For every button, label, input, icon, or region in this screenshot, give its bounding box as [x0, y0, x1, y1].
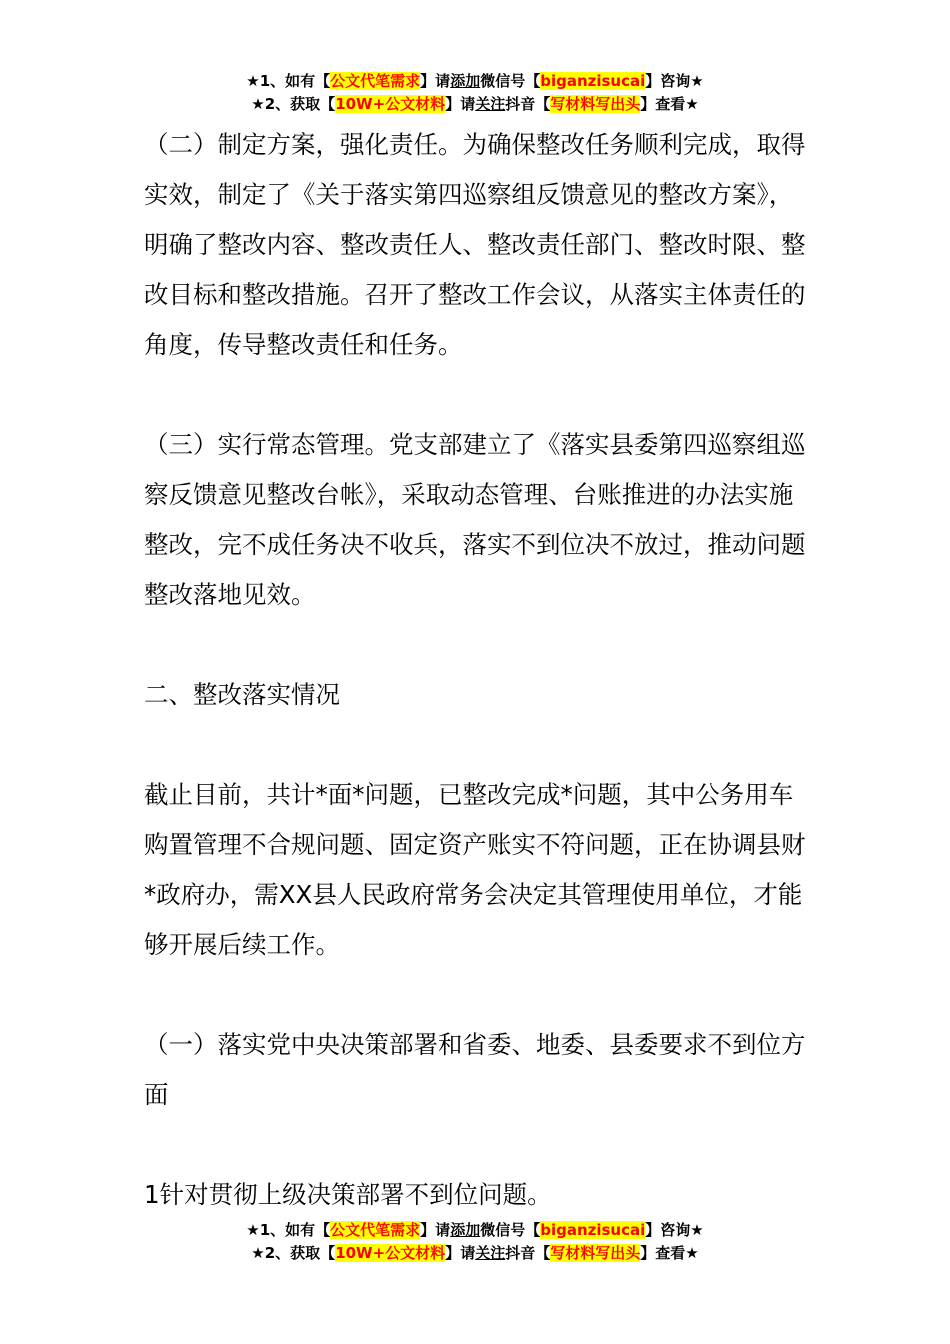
banner-text: ★1、如有【 [246, 72, 331, 90]
paragraph: （三）实行常态管理。党支部建立了《落实县委第四巡察组巡察反馈意见整改台帐》，采取动态管理、台账推进的办法实施整改，完不成任务决不收兵，落实不到位决不放过，推动问题整改落地见效。 [144, 430, 806, 609]
banner-text: 】请 [445, 1244, 476, 1262]
banner-text: ★2、获取【 [251, 1244, 336, 1262]
banner-text: 】请 [420, 1221, 451, 1239]
wechat-id-highlight: biganzisucai [540, 1221, 646, 1239]
banner-text: 微信号【 [480, 1221, 541, 1239]
banner-line-1 [0, 70, 950, 93]
highlight-tag: 公文代笔需求 [330, 72, 421, 90]
banner-text: 】咨询★ [645, 1221, 704, 1239]
underlined-text: 关注 [475, 95, 506, 113]
underlined-text: 添加 [450, 72, 481, 90]
banner-text: 】查看★ [640, 1244, 699, 1262]
paragraph: 1针对贯彻上级决策部署不到位问题。 [144, 1180, 552, 1209]
underlined-text: 关注 [475, 1244, 506, 1262]
banner-text: 】查看★ [640, 95, 699, 113]
wechat-id-highlight: biganzisucai [540, 72, 646, 90]
banner-line-1 [0, 1219, 950, 1242]
banner-text: ★1、如有【 [246, 1221, 331, 1239]
banner-text: 抖音【 [505, 95, 551, 113]
highlight-tag: 10W+公文材料 [335, 95, 446, 113]
douyin-id-highlight: 写材料写出头 [550, 1244, 641, 1262]
banner-text: ★2、获取【 [251, 95, 336, 113]
banner-line-2 [0, 93, 950, 116]
underlined-text: 添加 [450, 1221, 481, 1239]
banner-text: 】请 [420, 72, 451, 90]
highlight-tag: 10W+公文材料 [335, 1244, 446, 1262]
banner-text: 】咨询★ [645, 72, 704, 90]
section-heading: 二、整改落实情况 [144, 680, 340, 709]
banner-line-2 [0, 1242, 950, 1265]
banner-text: 】请 [445, 95, 476, 113]
footer-banner [0, 1219, 950, 1265]
subsection-heading: （一）落实党中央决策部署和省委、地委、县委要求不到位方面 [144, 1030, 806, 1109]
douyin-id-highlight: 写材料写出头 [550, 95, 641, 113]
banner-text: 抖音【 [505, 1244, 551, 1262]
header-banner [0, 70, 950, 116]
paragraph: 截止目前，共计*面*问题，已整改完成*问题，其中公务用车购置管理不合规问题、固定资产账实不符问题，正在协调县财*政府办，需XX县人民政府常务会决定其管理使用单位，才能够开展后续工作。 [144, 780, 806, 959]
highlight-tag: 公文代笔需求 [330, 1221, 421, 1239]
paragraph: （二）制定方案，强化责任。为确保整改任务顺利完成，取得实效，制定了《关于落实第四巡察组反馈意见的整改方案》，明确了整改内容、整改责任人、整改责任部门、整改时限、整改目标和整改措施。召开了整改工作会议，从落实主体责任的角度，传导整改责任和任务。 [144, 130, 806, 359]
document-body [144, 120, 814, 1220]
banner-text: 微信号【 [480, 72, 541, 90]
